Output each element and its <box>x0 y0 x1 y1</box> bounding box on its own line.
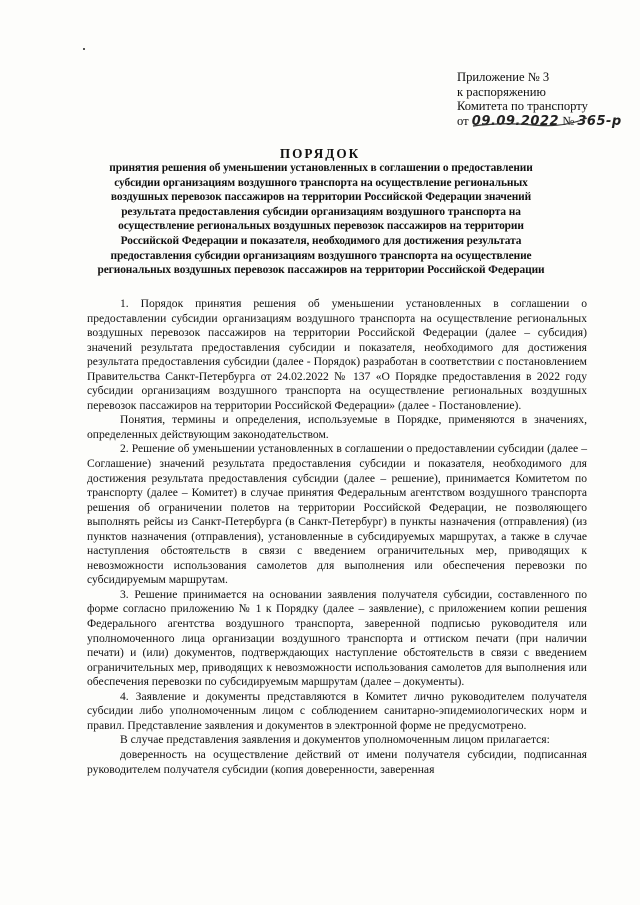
appendix-committee: Комитета по транспорту <box>457 99 588 113</box>
appendix-reference: к распоряжению <box>457 84 546 99</box>
paragraph-definitions: Понятия, термины и определения, используемые в Порядке, применяются в значениях, определенных действующим законодательством. <box>87 413 587 441</box>
handwriting-underline <box>463 92 589 132</box>
document-subtitle: принятия решения об уменьшении установленных в соглашении о предоставлении субсидии организациям воздушного транспорта на осуществление региональных воздушных перевозок пассажиров на территории Российской Федерации значений результата предоставления субсидии организациям воздушного транспорта на осуществление региональных воздушных перевозок пассажиров на территории Российской Федерации и показателя, необходимого для достижения результата предоставления субсидии организациям воздушного транспорта на осуществление региональных воздушных перевозок пассажиров на территории Российской Федерации <box>97 162 545 277</box>
paragraph-4: 4. Заявление и документы представляются в Комитет лично руководителем получателя субсидии либо уполномоченным лицом с соблюдением санитарно-эпидемиологических норм и правил. Представление заявления и документов в электронной форме не предусмотрено. <box>87 689 587 732</box>
paragraph-power-of-attorney: доверенность на осуществление действий от имени получателя субсидии, подписанная руководителем получателя субсидии (копия доверенности, заверенная <box>87 747 587 776</box>
paragraph-1: 1. Порядок принятия решения об уменьшении установленных в соглашении о предоставлении субсидии организациям воздушного транспорта на осуществление региональных воздушных перевозок пассажиров на территории Российской Федерации (далее – субсидия) значений результата предоставления субсидии и показателя, необходимого для достижения результата предоставления субсидии (далее - Порядок) разработан в соответствии с постановлением Правительства Санкт-Петербурга от 24.02.2022 № 137 «О Порядке предоставления в 2022 году субсидии организациям воздушного транспорта на осуществление региональных воздушных перевозок пассажиров на территории Российской Федерации» (далее - Постановление). <box>87 297 587 412</box>
paragraph-3: 3. Решение принимается на основании заявления получателя субсидии, составленного по форме согласно приложению № 1 к Порядку (далее – заявление), с приложением копии решения Федерального агентства воздушного транспорта, заверенной подписью руководителя или уполномоченного лица организации воздушного транспорта и оттиском печати (при наличии печати) и (или) документов, подтверждающих наступление обстоятельств в связи с введением ограничительных мер, приводящих к невозможности использования самолетов для выполнения или обеспечения перевозки по субсидируемым маршрутам (далее – документы). <box>87 587 587 689</box>
document-body <box>87 297 587 777</box>
appendix-number: Приложение № 3 <box>457 70 550 84</box>
handwritten-date: 09.09.2022 <box>471 113 560 129</box>
document-title: ПОРЯДОК <box>279 146 361 161</box>
handwritten-number: 365-р <box>577 113 622 129</box>
number-sign: № <box>562 113 575 128</box>
paragraph-authorized-person: В случае представления заявления и документов уполномоченным лицом прилагается: <box>120 733 550 747</box>
paragraph-2: 2. Решение об уменьшении установленных в соглашении о предоставлении субсидии (далее – Соглашение) значений результата предоставления субсидии и показателя, необходимого для достижения результата предоставления субсидии (далее – решение), принимается Комитетом по транспорту (далее – Комитет) в случае принятия Федеральным агентством воздушного транспорта решения об ограничении полетов на территории Российской Федерации, не позволяющего выполнять рейсы из Санкт-Петербурга (в Санкт-Петербург) в пункты назначения (отправления) (из пунктов назначения (отправления), установленные в субсидируемых маршрутах, а также в случае наступления обстоятельств в связи с введением ограничительных мер, приводящих к невозможности использования самолетов для выполнения или обеспечения перевозки по субсидируемым маршрутам. <box>87 442 587 587</box>
scan-speck <box>83 48 85 50</box>
date-prefix: от <box>457 113 469 128</box>
